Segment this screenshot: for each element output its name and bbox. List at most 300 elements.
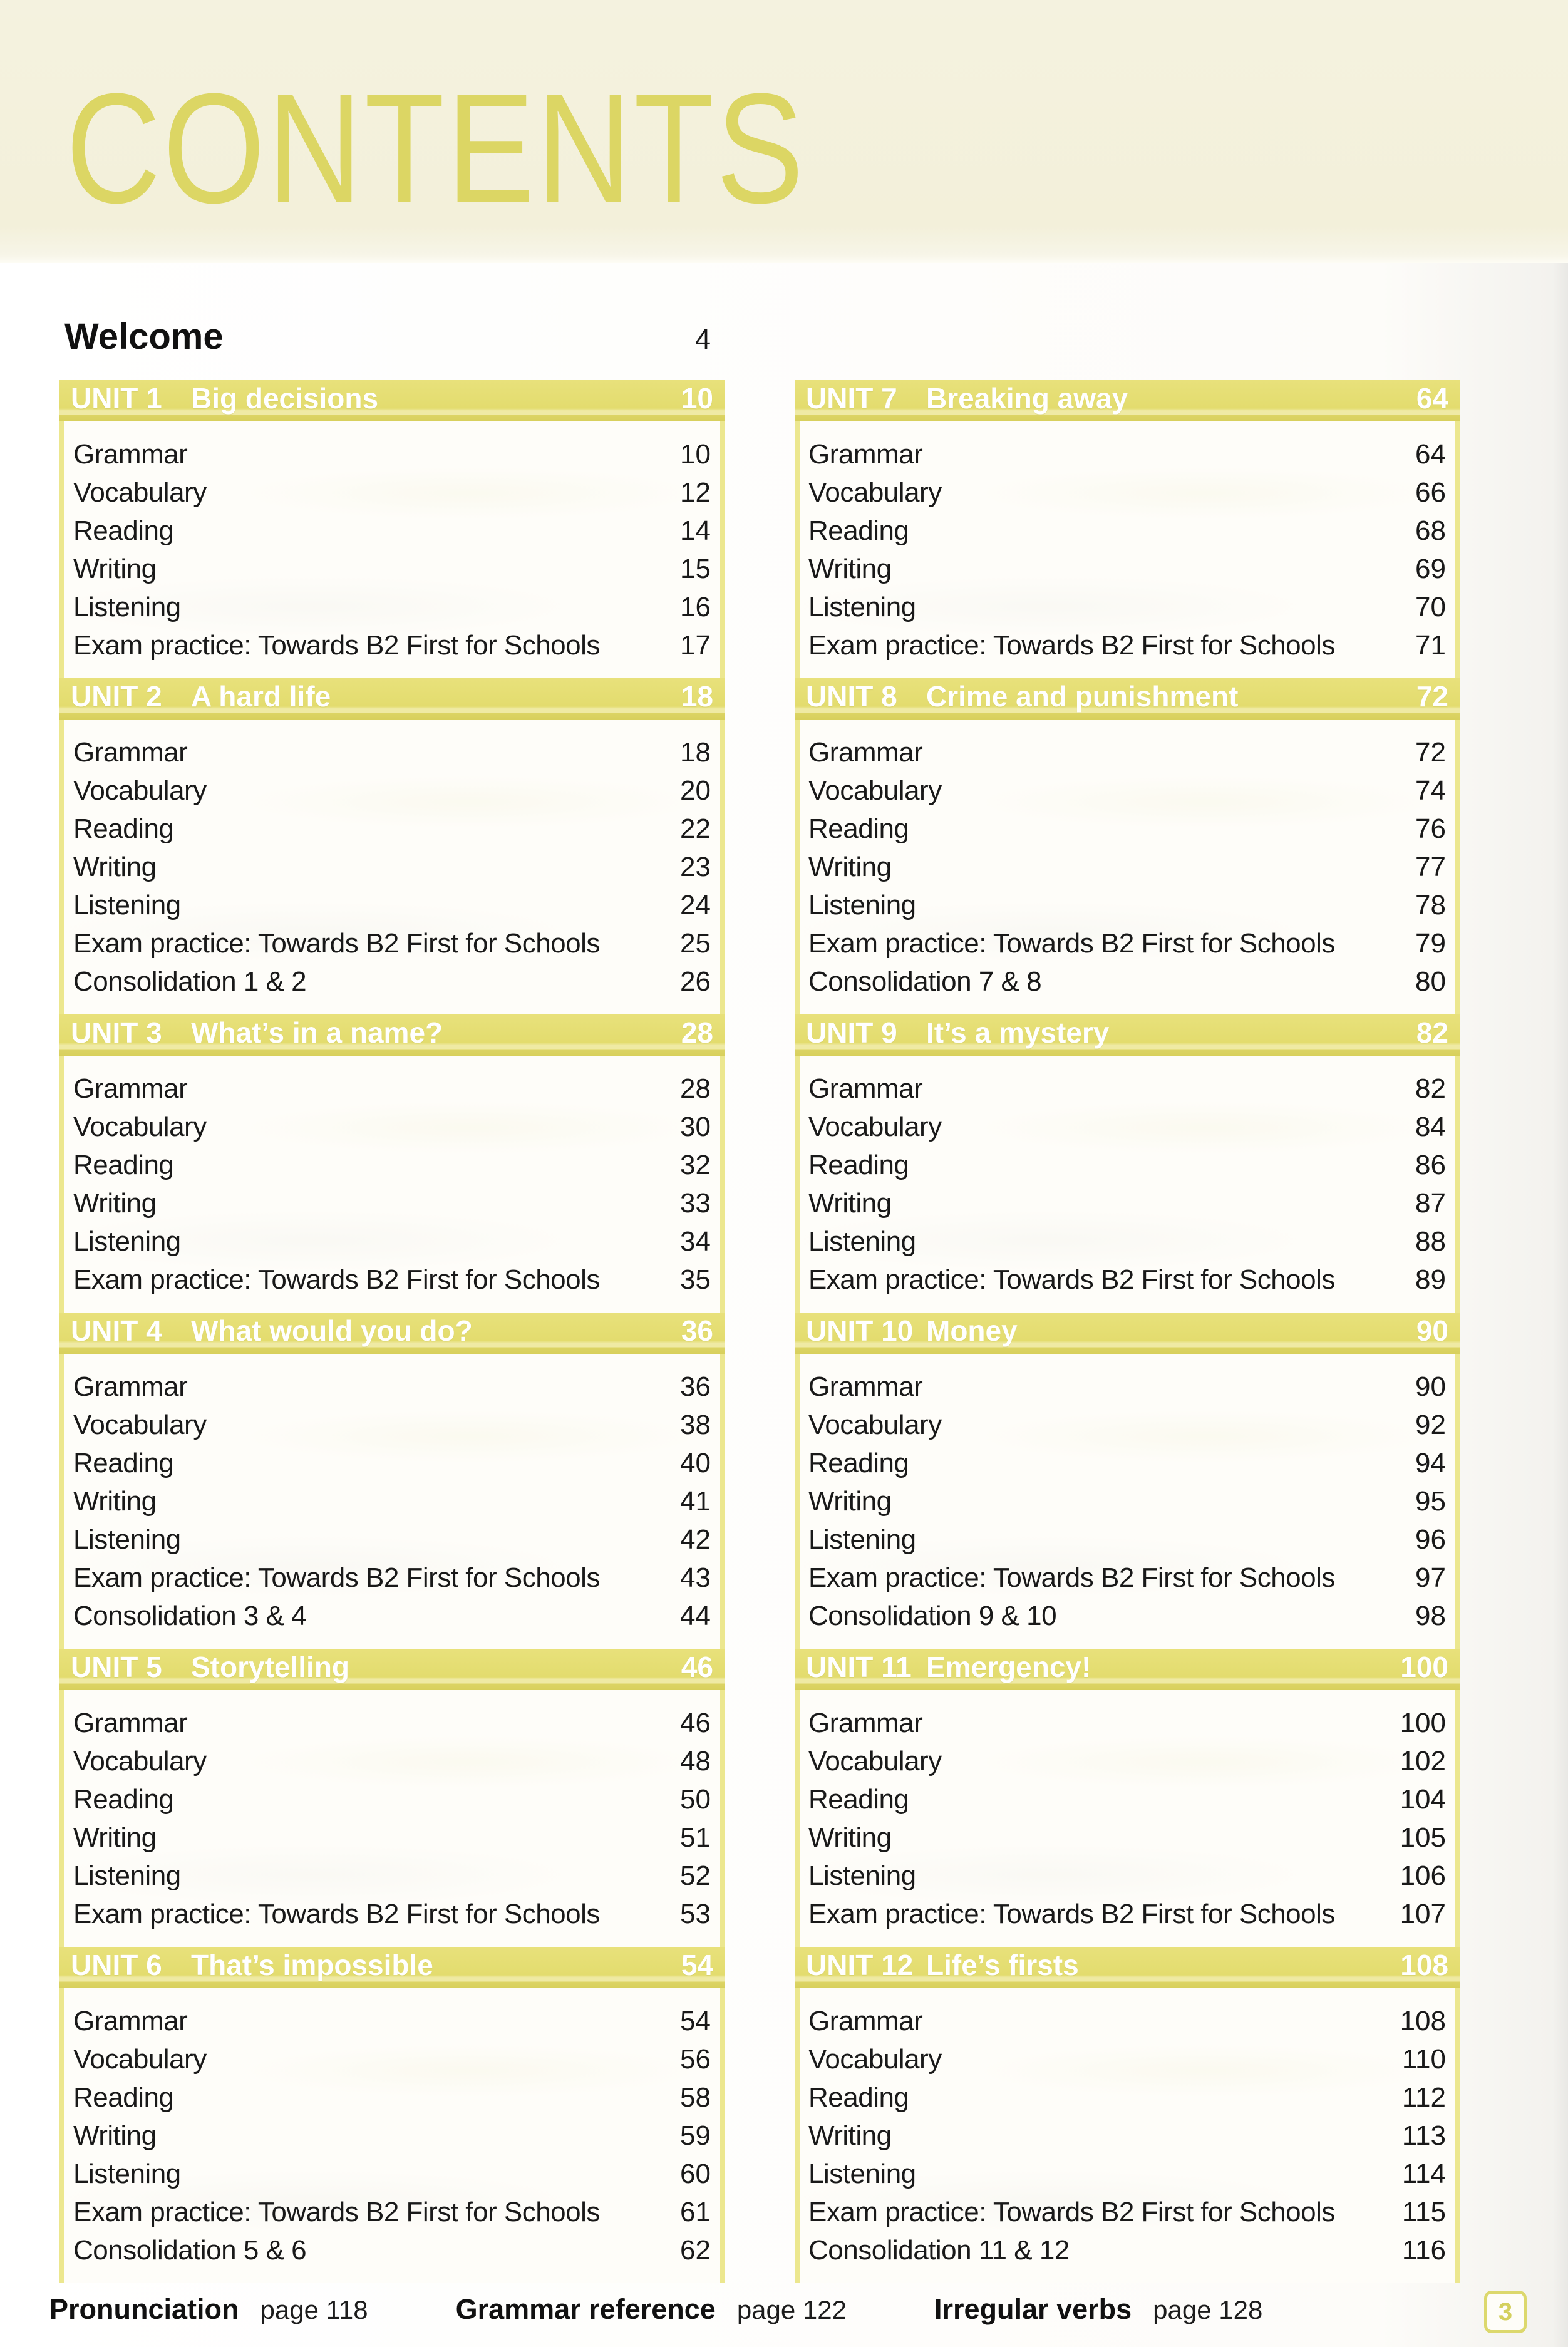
toc-row-label: Consolidation 5 & 6 (73, 2235, 307, 2266)
toc-row-label: Writing (73, 2120, 157, 2151)
unit-header-bar (795, 1313, 1460, 1354)
toc-row (808, 2120, 1446, 2159)
toc-row (73, 2082, 711, 2120)
toc-row-page: 105 (1400, 1822, 1446, 1853)
toc-row-page: 72 (1415, 737, 1446, 768)
footer-references (49, 2293, 1262, 2326)
toc-row-page: 90 (1415, 1371, 1446, 1402)
toc-row-page: 106 (1400, 1860, 1446, 1891)
unit-rows (64, 720, 720, 1014)
toc-row-label: Grammar (73, 737, 188, 768)
footer-item (456, 2293, 847, 2326)
unit-number: UNIT 10 (806, 1314, 914, 1347)
toc-row-label: Consolidation 1 & 2 (73, 966, 307, 997)
toc-row (808, 1410, 1446, 1448)
unit-title: What would you do? (191, 1314, 473, 1347)
toc-row-page: 56 (680, 2044, 711, 2075)
toc-row-label: Vocabulary (73, 477, 207, 508)
unit-rows (800, 1690, 1455, 1947)
toc-row (73, 1784, 711, 1822)
toc-row-label: Grammar (73, 1708, 188, 1738)
toc-row (73, 2120, 711, 2159)
unit-rows (800, 421, 1455, 678)
welcome-label: Welcome (64, 316, 224, 357)
toc-row (73, 1860, 711, 1899)
unit-section (59, 678, 725, 1014)
toc-row (808, 1899, 1446, 1937)
toc-row-page: 107 (1400, 1899, 1446, 1929)
unit-title: It’s a mystery (926, 1016, 1110, 1049)
toc-row-page: 60 (680, 2159, 711, 2189)
toc-row-label: Writing (73, 852, 157, 882)
toc-row (808, 1226, 1446, 1264)
toc-row-label: Grammar (808, 1073, 923, 1104)
unit-number: UNIT 8 (806, 680, 897, 713)
toc-row-label: Reading (808, 1150, 909, 1180)
toc-row (73, 1410, 711, 1448)
unit-title: Crime and punishment (926, 680, 1239, 713)
unit-title: That’s impossible (191, 1949, 433, 1981)
unit-header-bar (795, 1947, 1460, 1988)
toc-row-label: Grammar (808, 1708, 923, 1738)
toc-row (73, 813, 711, 852)
toc-row (73, 890, 711, 928)
toc-row-label: Grammar (808, 737, 923, 768)
toc-row-label: Consolidation 11 & 12 (808, 2235, 1070, 2266)
toc-row-label: Exam practice: Towards B2 First for Schools (808, 1264, 1335, 1295)
toc-row-label: Exam practice: Towards B2 First for Schools (808, 1562, 1335, 1593)
unit-header-bar (59, 1014, 725, 1056)
toc-row (73, 554, 711, 592)
toc-row-page: 82 (1415, 1073, 1446, 1104)
footer-item-label: Grammar reference (455, 2293, 716, 2325)
toc-row (808, 1860, 1446, 1899)
unit-rows (64, 1988, 720, 2283)
unit-page-number: 108 (1400, 1949, 1448, 1981)
toc-row (73, 737, 711, 775)
toc-row-label: Reading (73, 1784, 174, 1815)
toc-row (808, 775, 1446, 813)
toc-row-page: 34 (680, 1226, 711, 1257)
unit-number: UNIT 3 (71, 1016, 162, 1049)
toc-row-page: 59 (680, 2120, 711, 2151)
footer-item-page: page 122 (736, 2295, 847, 2324)
unit-title: Life’s firsts (926, 1949, 1079, 1981)
toc-row-label: Exam practice: Towards B2 First for Schools (73, 1562, 600, 1593)
toc-row-label: Reading (73, 1150, 174, 1180)
toc-row-label: Reading (73, 1448, 174, 1478)
toc-row-page: 24 (680, 890, 711, 921)
toc-row (808, 1746, 1446, 1784)
page-number: 3 (1498, 2298, 1513, 2326)
unit-page-number: 54 (681, 1949, 713, 1981)
toc-row (73, 1226, 711, 1264)
toc-row-page: 26 (680, 966, 711, 997)
toc-row-label: Listening (808, 592, 916, 622)
unit-section (795, 380, 1460, 678)
toc-row-page: 102 (1400, 1746, 1446, 1777)
toc-row-page: 51 (680, 1822, 711, 1853)
toc-row-label: Exam practice: Towards B2 First for Schools (808, 2197, 1335, 2227)
toc-row-page: 98 (1415, 1601, 1446, 1631)
units-grid (59, 380, 1568, 2283)
unit-rows (64, 1690, 720, 1947)
unit-header-bar (59, 1947, 725, 1988)
toc-row (73, 1073, 711, 1112)
toc-row-label: Writing (73, 1822, 157, 1853)
unit-title: Money (926, 1314, 1018, 1347)
toc-row-label: Grammar (73, 1371, 188, 1402)
toc-row-page: 89 (1415, 1264, 1446, 1295)
toc-row (808, 966, 1446, 1004)
toc-row-label: Listening (73, 2159, 181, 2189)
toc-row-label: Writing (73, 554, 157, 584)
toc-row (808, 515, 1446, 554)
toc-row-label: Vocabulary (73, 2044, 207, 2075)
toc-row-page: 80 (1415, 966, 1446, 997)
toc-row (808, 477, 1446, 515)
unit-page-number: 100 (1400, 1651, 1448, 1683)
unit-page-number: 18 (681, 680, 713, 713)
toc-row (73, 1188, 711, 1226)
toc-row (808, 2159, 1446, 2197)
toc-row-label: Exam practice: Towards B2 First for Schools (808, 630, 1335, 661)
toc-row-page: 115 (1401, 2197, 1446, 2227)
toc-row-label: Listening (808, 1860, 916, 1891)
unit-section (59, 1313, 725, 1649)
toc-row-label: Reading (808, 2082, 909, 2113)
toc-row-page: 38 (680, 1410, 711, 1440)
toc-row-label: Consolidation 9 & 10 (808, 1601, 1057, 1631)
toc-row-label: Reading (73, 813, 174, 844)
unit-rows (64, 421, 720, 678)
toc-row (808, 1188, 1446, 1226)
footer-item (49, 2293, 368, 2326)
toc-row-page: 46 (680, 1708, 711, 1738)
unit-title: What’s in a name? (191, 1016, 443, 1049)
toc-row-page: 110 (1401, 2044, 1446, 2075)
toc-row-page: 88 (1415, 1226, 1446, 1257)
page-number-badge (1484, 2291, 1527, 2333)
toc-row-label: Exam practice: Towards B2 First for Schools (73, 928, 600, 959)
toc-row-page: 58 (680, 2082, 711, 2113)
unit-rows (800, 1354, 1455, 1649)
unit-number: UNIT 12 (806, 1949, 914, 1981)
toc-row (808, 1371, 1446, 1410)
toc-row-label: Grammar (73, 2006, 188, 2036)
toc-row-label: Consolidation 3 & 4 (73, 1601, 307, 1631)
toc-row-label: Vocabulary (808, 1112, 942, 1142)
unit-page-number: 90 (1416, 1314, 1448, 1347)
toc-row-label: Vocabulary (73, 1410, 207, 1440)
toc-row-page: 113 (1401, 2120, 1446, 2151)
toc-row-label: Vocabulary (808, 1410, 942, 1440)
unit-page-number: 82 (1416, 1016, 1448, 1049)
toc-row (808, 1486, 1446, 1524)
unit-number: UNIT 9 (806, 1016, 897, 1049)
toc-row-page: 43 (680, 1562, 711, 1593)
toc-row-page: 41 (680, 1486, 711, 1517)
toc-row-page: 35 (680, 1264, 711, 1295)
toc-row (73, 477, 711, 515)
welcome-page-number: 4 (694, 323, 711, 355)
toc-row (73, 928, 711, 966)
toc-row-page: 48 (680, 1746, 711, 1777)
unit-page-number: 28 (681, 1016, 713, 1049)
toc-row (808, 1112, 1446, 1150)
unit-page-number: 10 (681, 382, 713, 415)
unit-section (59, 1649, 725, 1947)
toc-row-page: 96 (1415, 1524, 1446, 1555)
unit-header-bar (59, 1313, 725, 1354)
footer-item-label: Pronunciation (49, 2293, 239, 2325)
toc-row-page: 114 (1401, 2159, 1446, 2189)
toc-row-label: Reading (808, 1784, 909, 1815)
toc-row-page: 112 (1401, 2082, 1446, 2113)
unit-rows (800, 720, 1455, 1014)
unit-page-number: 64 (1416, 382, 1448, 415)
toc-row (808, 1073, 1446, 1112)
toc-row-label: Listening (73, 1226, 181, 1257)
toc-row (73, 439, 711, 477)
toc-row-label: Exam practice: Towards B2 First for Schools (73, 1264, 600, 1295)
toc-row (808, 630, 1446, 668)
toc-row-page: 94 (1415, 1448, 1446, 1478)
toc-row-label: Vocabulary (808, 1746, 942, 1777)
toc-row (808, 890, 1446, 928)
toc-row-page: 95 (1415, 1486, 1446, 1517)
toc-row (73, 1371, 711, 1410)
toc-row (73, 592, 711, 630)
toc-row (808, 2235, 1446, 2273)
unit-rows (64, 1056, 720, 1313)
toc-row-label: Grammar (808, 1371, 923, 1402)
toc-row (73, 630, 711, 668)
toc-row-page: 10 (680, 439, 711, 470)
unit-rows (800, 1988, 1455, 2283)
unit-section (795, 1014, 1460, 1313)
toc-row (73, 1562, 711, 1601)
toc-row-label: Reading (808, 813, 909, 844)
toc-row-label: Vocabulary (73, 1112, 207, 1142)
toc-row-page: 30 (680, 1112, 711, 1142)
unit-number: UNIT 4 (71, 1314, 162, 1347)
toc-row (73, 1264, 711, 1302)
toc-row-label: Writing (73, 1188, 157, 1219)
toc-row-label: Writing (808, 1486, 892, 1517)
toc-row-page: 14 (680, 515, 711, 546)
toc-row-label: Listening (73, 592, 181, 622)
unit-title: Breaking away (926, 382, 1128, 415)
toc-row-page: 23 (680, 852, 711, 882)
toc-row-page: 54 (680, 2006, 711, 2036)
toc-row-label: Exam practice: Towards B2 First for Schools (808, 1899, 1335, 1929)
toc-row-page: 25 (680, 928, 711, 959)
toc-row (808, 852, 1446, 890)
toc-row (73, 1899, 711, 1937)
unit-section (59, 380, 725, 678)
unit-header-bar (795, 380, 1460, 421)
toc-row (808, 1562, 1446, 1601)
toc-row-label: Listening (808, 1226, 916, 1257)
unit-number: UNIT 6 (71, 1949, 162, 1981)
toc-row (808, 813, 1446, 852)
toc-row-page: 32 (680, 1150, 711, 1180)
toc-row (808, 928, 1446, 966)
unit-rows (800, 1056, 1455, 1313)
toc-row (808, 554, 1446, 592)
unit-title: A hard life (191, 680, 331, 713)
toc-row-label: Writing (808, 554, 892, 584)
toc-row-label: Writing (808, 1188, 892, 1219)
unit-section (795, 1947, 1460, 2283)
toc-row (73, 1822, 711, 1860)
toc-row-page: 44 (680, 1601, 711, 1631)
toc-row (73, 852, 711, 890)
toc-row-page: 42 (680, 1524, 711, 1555)
toc-row-label: Exam practice: Towards B2 First for Schools (73, 630, 600, 661)
toc-row-label: Reading (73, 515, 174, 546)
toc-row (73, 2044, 711, 2082)
toc-row-page: 77 (1415, 852, 1446, 882)
units-column-right (795, 380, 1460, 2283)
toc-row-page: 104 (1400, 1784, 1446, 1815)
toc-row-label: Listening (73, 1860, 181, 1891)
toc-row-label: Vocabulary (73, 1746, 207, 1777)
toc-row (73, 2197, 711, 2235)
toc-row (73, 1448, 711, 1486)
toc-row-label: Writing (808, 1822, 892, 1853)
toc-row-page: 53 (680, 1899, 711, 1929)
welcome-row (59, 316, 725, 358)
toc-row (808, 592, 1446, 630)
toc-row-page: 71 (1415, 630, 1446, 661)
toc-row-page: 52 (680, 1860, 711, 1891)
toc-row-page: 20 (680, 775, 711, 806)
toc-row-page: 17 (680, 630, 711, 661)
toc-row (73, 1601, 711, 1639)
toc-row (73, 1746, 711, 1784)
unit-header-bar (795, 1014, 1460, 1056)
toc-row-label: Exam practice: Towards B2 First for Schools (808, 928, 1335, 959)
toc-row (73, 1524, 711, 1562)
toc-row-page: 36 (680, 1371, 711, 1402)
toc-row-page: 84 (1415, 1112, 1446, 1142)
unit-title: Storytelling (191, 1651, 350, 1683)
toc-row (808, 737, 1446, 775)
unit-section (795, 1649, 1460, 1947)
toc-row-page: 108 (1400, 2006, 1446, 2036)
toc-row-page: 69 (1415, 554, 1446, 584)
toc-row (808, 1601, 1446, 1639)
footer-item-page: page 118 (260, 2295, 368, 2324)
toc-row-label: Vocabulary (808, 2044, 942, 2075)
toc-row (808, 1150, 1446, 1188)
toc-row (808, 1784, 1446, 1822)
toc-row-page: 66 (1415, 477, 1446, 508)
toc-row-page: 18 (680, 737, 711, 768)
toc-row-page: 76 (1415, 813, 1446, 844)
toc-row (73, 775, 711, 813)
unit-number: UNIT 11 (806, 1651, 912, 1683)
unit-title: Emergency! (926, 1651, 1091, 1683)
toc-row-page: 97 (1415, 1562, 1446, 1593)
toc-row-label: Reading (73, 2082, 174, 2113)
toc-row-label: Writing (73, 1486, 157, 1517)
toc-row (808, 1264, 1446, 1302)
toc-row-page: 40 (680, 1448, 711, 1478)
unit-header-bar (59, 678, 725, 720)
toc-row-label: Listening (808, 2159, 916, 2189)
unit-section (795, 678, 1460, 1014)
toc-row-label: Listening (73, 1524, 181, 1555)
toc-row-label: Grammar (808, 439, 923, 470)
toc-row-label: Vocabulary (808, 775, 942, 806)
toc-row-label: Exam practice: Towards B2 First for Schools (73, 2197, 600, 2227)
toc-row (808, 2044, 1446, 2082)
unit-section (795, 1313, 1460, 1649)
unit-header-bar (59, 1649, 725, 1690)
top-banner (0, 0, 1568, 263)
toc-row-page: 70 (1415, 592, 1446, 622)
toc-row-label: Grammar (73, 1073, 188, 1104)
toc-row-label: Listening (73, 890, 181, 921)
unit-header-bar (795, 1649, 1460, 1690)
toc-row-label: Consolidation 7 & 8 (808, 966, 1042, 997)
toc-row-page: 64 (1415, 439, 1446, 470)
unit-rows (64, 1354, 720, 1649)
unit-page-number: 36 (681, 1314, 713, 1347)
toc-row (73, 1112, 711, 1150)
toc-row-page: 12 (680, 477, 711, 508)
toc-row (808, 2082, 1446, 2120)
toc-row-label: Writing (808, 852, 892, 882)
units-column-left (59, 380, 725, 2283)
toc-row (73, 1708, 711, 1746)
toc-row (73, 2006, 711, 2044)
toc-row-page: 15 (680, 554, 711, 584)
toc-row-label: Writing (808, 2120, 892, 2151)
toc-row (73, 966, 711, 1004)
unit-header-bar (795, 678, 1460, 720)
toc-row (808, 1524, 1446, 1562)
toc-row-page: 16 (680, 592, 711, 622)
toc-row (808, 439, 1446, 477)
toc-row (73, 1150, 711, 1188)
unit-header-bar (59, 380, 725, 421)
toc-row-page: 68 (1415, 515, 1446, 546)
toc-row-page: 62 (680, 2235, 711, 2266)
footer-item-label: Irregular verbs (934, 2293, 1132, 2325)
toc-row-page: 86 (1415, 1150, 1446, 1180)
toc-row-page: 78 (1415, 890, 1446, 921)
toc-row (808, 2197, 1446, 2235)
unit-number: UNIT 2 (71, 680, 162, 713)
unit-section (59, 1947, 725, 2283)
toc-row-page: 92 (1415, 1410, 1446, 1440)
toc-row-label: Vocabulary (808, 477, 942, 508)
toc-row (73, 515, 711, 554)
toc-row-label: Grammar (73, 439, 188, 470)
toc-row-page: 79 (1415, 928, 1446, 959)
toc-row-label: Listening (808, 890, 916, 921)
footer-item-page: page 128 (1153, 2295, 1263, 2324)
toc-row (73, 2159, 711, 2197)
unit-number: UNIT 1 (71, 382, 162, 415)
toc-row-page: 100 (1400, 1708, 1446, 1738)
unit-page-number: 46 (681, 1651, 713, 1683)
toc-row-page: 50 (680, 1784, 711, 1815)
